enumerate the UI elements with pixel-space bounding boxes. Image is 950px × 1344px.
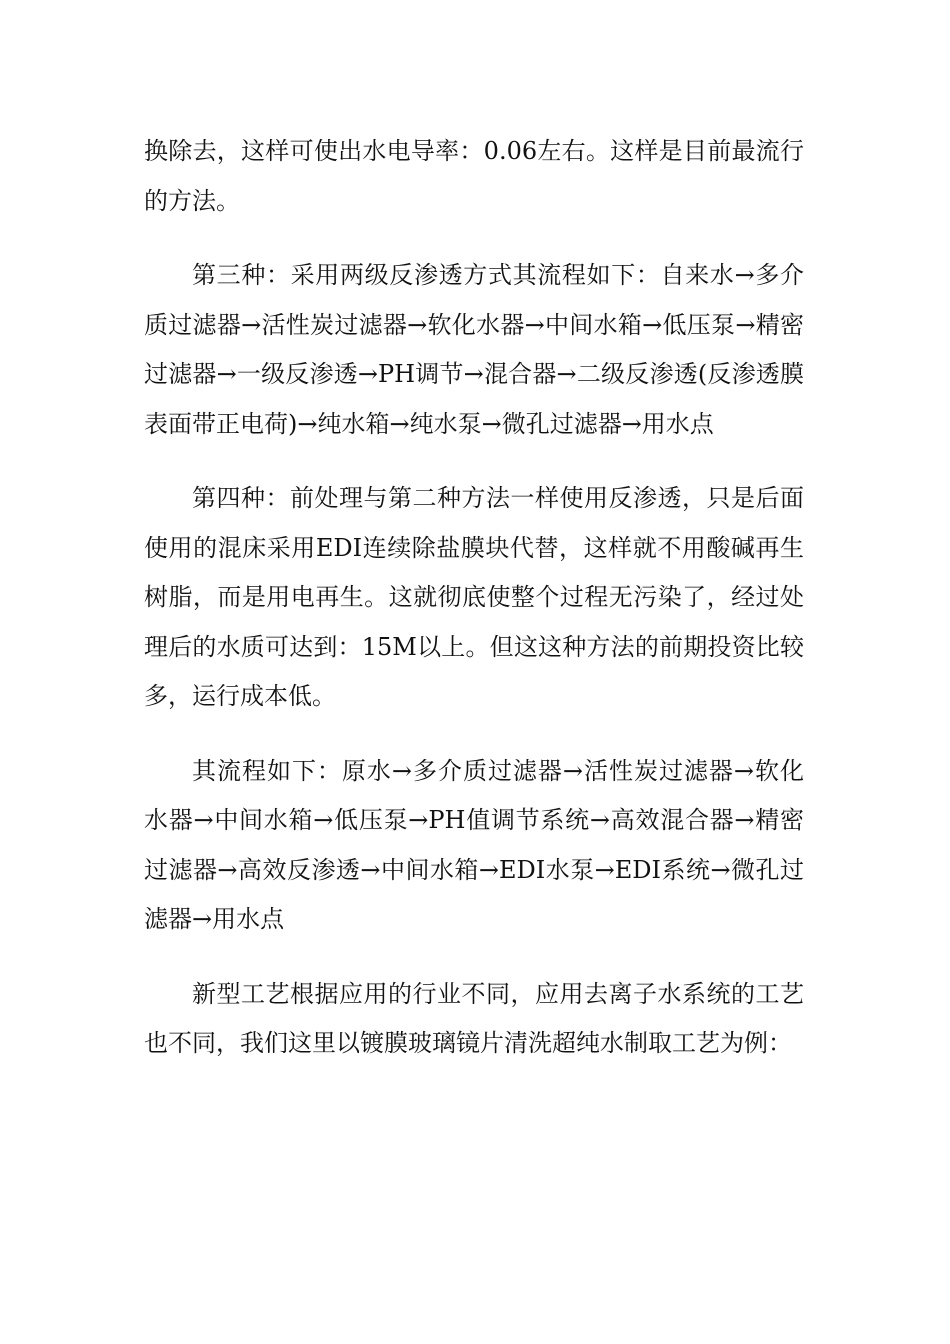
paragraph-new-process: 新型工艺根据应用的行业不同，应用去离子水系统的工艺也不同，我们这里以镀膜玻璃镜片清洗超纯水制取工艺为例：: [144, 979, 804, 1057]
document-body: [144, 127, 804, 1094]
paragraph-continuation: 换除去，这样可使出水电导率：0.06左右。这样是目前最流行的方法。: [144, 137, 804, 215]
paragraph-process-flow: 其流程如下：原水→多介质过滤器→活性炭过滤器→软化水器→中间水箱→低压泵→PH值调节系统→高效混合器→精密过滤器→高效反渗透→中间水箱→EDI水泵→EDI系统→微孔过滤器→用水点: [144, 756, 804, 933]
paragraph-method-three: 第三种：采用两级反渗透方式其流程如下：自来水→多介质过滤器→活性炭过滤器→软化水器→中间水箱→低压泵→精密过滤器→一级反渗透→PH调节→混合器→二级反渗透(反渗透膜表面带正电荷)→纯水箱→纯水泵→微孔过滤器→用水点: [144, 261, 804, 438]
paragraph-method-four: 第四种：前处理与第二种方法一样使用反渗透，只是后面使用的混床采用EDI连续除盐膜块代替，这样就不用酸碱再生树脂，而是用电再生。这就彻底使整个过程无污染了，经过处理后的水质可达到：15M以上。但这这种方法的前期投资比较多，运行成本低。: [144, 484, 804, 710]
